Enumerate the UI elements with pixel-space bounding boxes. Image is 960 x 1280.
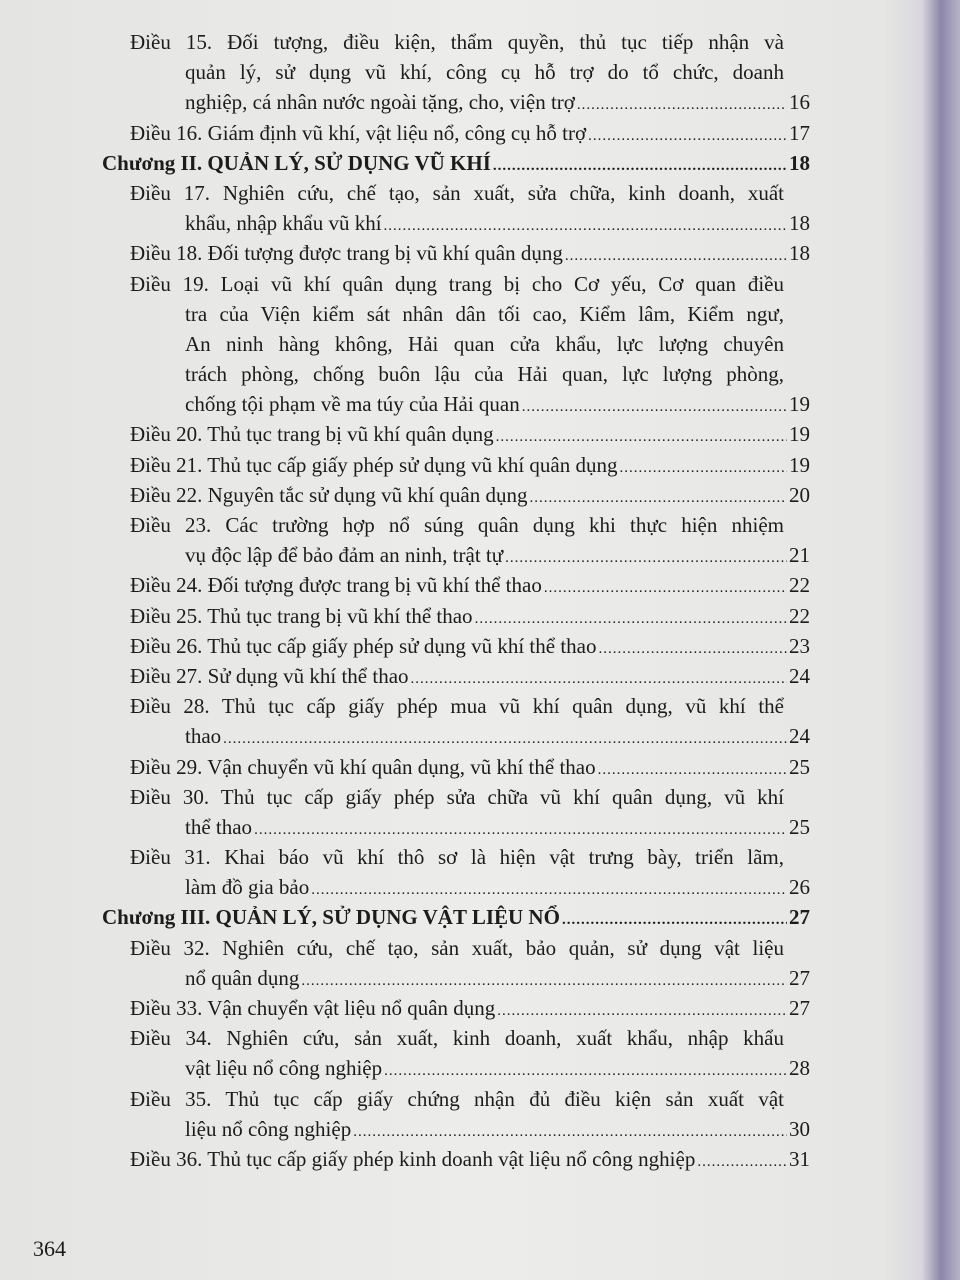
toc-line <box>100 1114 810 1144</box>
dot-leader <box>598 755 787 785</box>
toc-line <box>100 238 810 268</box>
toc-line <box>100 933 784 963</box>
dot-leader <box>505 543 787 573</box>
toc-entry <box>100 1144 810 1174</box>
toc-text: Điều 29. Vận chuyển vũ khí quân dụng, vũ khí thể thao <box>130 754 596 779</box>
toc-page-number: 18 <box>789 211 810 236</box>
toc-entry <box>100 118 810 148</box>
dot-leader <box>411 664 787 694</box>
toc-page-number: 18 <box>789 241 810 266</box>
toc-text: Điều 18. Đối tượng được trang bị vũ khí quân dụng <box>130 241 563 266</box>
toc-page-number: 27 <box>789 965 810 990</box>
toc-page-number: 26 <box>789 875 810 900</box>
toc-line <box>100 57 784 87</box>
toc-text: Điều 21. Thủ tục cấp giấy phép sử dụng vũ khí quân dụng <box>130 452 618 477</box>
toc-page-number: 28 <box>789 1056 810 1081</box>
dot-leader <box>588 121 787 151</box>
toc-text: Điều 33. Vận chuyển vật liệu nổ quân dụng <box>130 996 496 1020</box>
dot-leader <box>311 875 787 905</box>
toc-entry <box>100 178 810 238</box>
dot-leader <box>697 1147 787 1177</box>
toc-line <box>100 842 784 872</box>
toc-page-number: 19 <box>789 422 810 447</box>
toc-text: liệu nổ công nghiệp <box>185 1116 352 1141</box>
toc-entry <box>100 631 810 661</box>
toc-line <box>100 993 810 1023</box>
toc-line <box>100 1023 784 1053</box>
dot-leader <box>577 90 787 120</box>
toc-text: Chương II. QUẢN LÝ, SỬ DỤNG VŨ KHÍ <box>102 150 491 175</box>
toc-line <box>100 87 810 117</box>
toc-text: chống tội phạm về ma túy của Hải quan <box>185 392 520 417</box>
toc-text: Điều 32. Nghiên cứu, chế tạo, sản xuất, bảo quản, sử dụng vật liệu <box>130 935 784 960</box>
toc-page-number: 19 <box>789 392 810 417</box>
toc-line <box>100 208 810 238</box>
toc-line <box>100 963 810 993</box>
toc-page-number: 20 <box>789 482 810 507</box>
dot-leader <box>565 241 787 271</box>
toc-line <box>100 691 784 721</box>
toc-line <box>100 359 784 389</box>
toc-line <box>100 631 810 661</box>
toc-page-number: 22 <box>789 573 810 598</box>
toc-text: tra của Viện kiểm sát nhân dân tối cao, Kiểm lâm, Kiểm ngư, <box>185 301 784 326</box>
toc-line <box>100 299 784 329</box>
toc-page-number: 30 <box>789 1116 810 1141</box>
toc-line <box>100 148 810 178</box>
toc-text: Điều 26. Thủ tục cấp giấy phép sử dụng vũ khí thể thao <box>130 633 597 658</box>
toc-entry <box>100 842 810 902</box>
toc-line <box>100 1053 810 1083</box>
toc-page-number: 18 <box>789 150 810 175</box>
toc-line <box>100 118 810 148</box>
toc-text: Điều 17. Nghiên cứu, chế tạo, sản xuất, sửa chữa, kinh doanh, xuất <box>130 180 784 205</box>
toc-text: Điều 23. Các trường hợp nổ súng quân dụng khi thực hiện nhiệm <box>130 513 784 537</box>
toc-entry <box>100 570 810 600</box>
toc-line <box>100 570 810 600</box>
toc-page-number: 19 <box>789 452 810 477</box>
toc-entry <box>100 1084 810 1144</box>
toc-page-number: 22 <box>789 603 810 628</box>
dot-leader <box>384 1056 787 1086</box>
table-of-contents <box>100 27 810 1174</box>
dot-leader <box>475 604 787 634</box>
toc-entry <box>100 480 810 510</box>
page-number: 364 <box>33 1236 66 1261</box>
toc-line <box>100 661 810 691</box>
toc-page-number: 21 <box>789 543 810 568</box>
toc-line <box>100 540 810 570</box>
toc-line <box>100 510 784 540</box>
toc-page-number: 24 <box>789 724 810 749</box>
toc-text: quản lý, sử dụng vũ khí, công cụ hỗ trợ do tổ chức, doanh <box>185 60 784 85</box>
toc-text: vụ độc lập để bảo đảm an ninh, trật tự <box>185 543 504 568</box>
dot-leader <box>562 905 787 935</box>
toc-entry <box>100 510 810 570</box>
toc-text: khẩu, nhập khẩu vũ khí <box>185 211 382 236</box>
toc-line <box>100 601 810 631</box>
dot-leader <box>301 966 787 996</box>
toc-entry <box>100 450 810 480</box>
toc-text: Chương III. QUẢN LÝ, SỬ DỤNG VẬT LIỆU NỔ <box>102 905 560 930</box>
toc-entry <box>100 269 810 420</box>
dot-leader <box>522 392 787 422</box>
toc-page-number: 17 <box>789 120 810 145</box>
toc-page-number: 25 <box>789 754 810 779</box>
toc-entry <box>100 1023 810 1083</box>
dot-leader <box>493 151 787 181</box>
toc-line <box>100 902 810 932</box>
toc-text: vật liệu nổ công nghiệp <box>185 1056 383 1081</box>
toc-text: Điều 16. Giám định vũ khí, vật liệu nổ, công cụ hỗ trợ <box>130 120 587 145</box>
dot-leader <box>544 573 787 603</box>
toc-line <box>100 269 784 299</box>
toc-entry <box>100 27 810 118</box>
toc-text: Điều 31. Khai báo vũ khí thô sơ là hiện vật trưng bày, triển lãm, <box>130 845 784 870</box>
toc-page-number: 16 <box>789 90 810 115</box>
toc-line <box>100 1144 810 1174</box>
toc-text: Điều 20. Thủ tục trang bị vũ khí quân dụng <box>130 422 494 447</box>
toc-line <box>100 27 784 57</box>
toc-page-number: 31 <box>789 1146 810 1171</box>
toc-page-number: 27 <box>789 905 810 930</box>
toc-text: thể thao <box>185 814 253 839</box>
toc-entry <box>100 601 810 631</box>
dot-leader <box>620 453 787 483</box>
toc-entry <box>100 238 810 268</box>
toc-text: Điều 28. Thủ tục cấp giấy phép mua vũ khí quân dụng, vũ khí thể <box>130 694 784 719</box>
toc-text: An ninh hàng không, Hải quan cửa khẩu, lực lượng chuyên <box>185 331 784 356</box>
toc-line <box>100 178 784 208</box>
dot-leader <box>384 211 787 241</box>
toc-line <box>100 721 810 751</box>
toc-line <box>100 872 810 902</box>
dot-leader <box>599 634 788 664</box>
toc-text: Điều 30. Thủ tục cấp giấy phép sửa chữa vũ khí quân dụng, vũ khí <box>130 784 784 809</box>
toc-text: làm đồ gia bảo <box>185 875 310 900</box>
toc-text: Điều 36. Thủ tục cấp giấy phép kinh doanh vật liệu nổ công nghiệp <box>130 1146 696 1171</box>
toc-line <box>100 450 810 480</box>
dot-leader <box>254 815 787 845</box>
toc-entry <box>100 933 810 993</box>
dot-leader <box>353 1117 787 1147</box>
toc-text: thao <box>185 724 222 749</box>
toc-entry <box>100 752 810 782</box>
toc-line <box>100 1084 784 1114</box>
toc-entry <box>100 661 810 691</box>
toc-page-number: 23 <box>789 633 810 658</box>
toc-entry <box>100 993 810 1023</box>
toc-text: Điều 27. Sử dụng vũ khí thể thao <box>130 663 409 688</box>
toc-text: Điều 34. Nghiên cứu, sản xuất, kinh doanh, xuất khẩu, nhập khẩu <box>130 1026 784 1051</box>
toc-line <box>100 389 810 419</box>
toc-line <box>100 752 810 782</box>
toc-line <box>100 329 784 359</box>
toc-line <box>100 782 784 812</box>
toc-chapter <box>100 902 810 932</box>
dot-leader <box>497 996 787 1026</box>
dot-leader <box>496 422 787 452</box>
toc-chapter <box>100 148 810 178</box>
toc-text: Điều 22. Nguyên tắc sử dụng vũ khí quân dụng <box>130 482 528 507</box>
toc-line <box>100 419 810 449</box>
toc-line <box>100 812 810 842</box>
toc-page-number: 27 <box>789 996 810 1020</box>
toc-page-number: 25 <box>789 814 810 839</box>
toc-text: Điều 19. Loại vũ khí quân dụng trang bị cho Cơ yếu, Cơ quan điều <box>130 271 784 296</box>
dot-leader <box>223 724 787 754</box>
toc-page-number: 24 <box>789 663 810 688</box>
toc-text: trách phòng, chống buôn lậu của Hải quan, lực lượng phòng, <box>185 362 784 387</box>
toc-text: Điều 15. Đối tượng, điều kiện, thẩm quyền, thủ tục tiếp nhận và <box>130 30 784 54</box>
dot-leader <box>530 483 788 513</box>
toc-entry <box>100 782 810 842</box>
toc-entry <box>100 691 810 751</box>
toc-text: Điều 24. Đối tượng được trang bị vũ khí thể thao <box>130 573 542 598</box>
toc-line <box>100 480 810 510</box>
toc-text: Điều 35. Thủ tục cấp giấy chứng nhận đủ điều kiện sản xuất vật <box>130 1086 784 1111</box>
toc-text: nghiệp, cá nhân nước ngoài tặng, cho, viện trợ <box>185 90 575 115</box>
toc-text: Điều 25. Thủ tục trang bị vũ khí thể thao <box>130 603 473 628</box>
toc-text: nổ quân dụng <box>185 965 300 990</box>
toc-entry <box>100 419 810 449</box>
